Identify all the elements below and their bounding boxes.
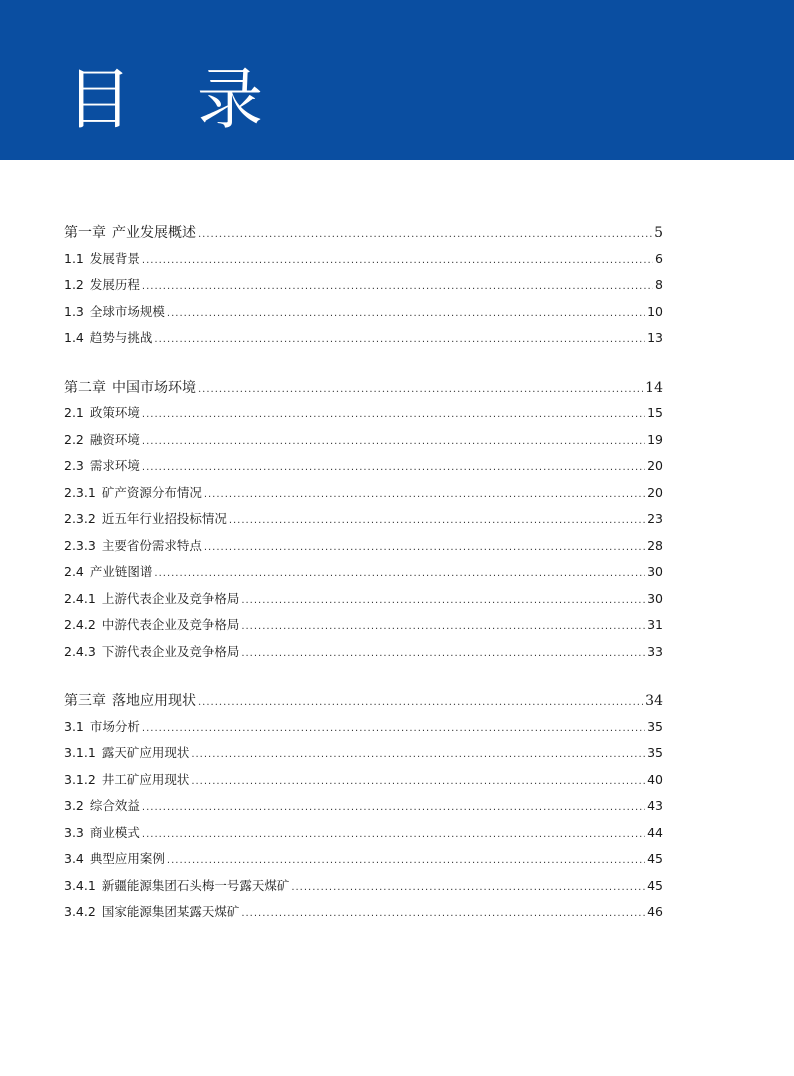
toc-entry-title: 全球市场规模 xyxy=(89,303,165,319)
toc-entry-title: 产业发展概述 xyxy=(112,225,196,241)
toc-entry-title: 市场分析 xyxy=(89,718,140,734)
toc-entry-number: 3.4 xyxy=(64,851,84,866)
toc-entry-label xyxy=(64,509,227,527)
toc-page-number: 5 xyxy=(654,225,663,241)
toc-section xyxy=(64,377,663,669)
dot-leader xyxy=(142,723,645,734)
toc-entry-label xyxy=(64,770,189,788)
toc-entry-number: 2.3.1 xyxy=(64,484,96,500)
toc-entry-title: 落地应用现状 xyxy=(112,693,196,709)
toc-entry[interactable] xyxy=(64,615,663,642)
toc-entry-title: 主要省份需求特点 xyxy=(101,537,202,553)
toc-entry[interactable] xyxy=(64,249,663,276)
toc-entry-title: 国家能源集团某露天煤矿 xyxy=(101,904,240,919)
dot-leader xyxy=(142,462,645,473)
toc-entry-number: 3.3 xyxy=(64,824,84,840)
toc-entry-label xyxy=(64,589,239,607)
toc-entry-label xyxy=(64,562,152,580)
toc-entry[interactable] xyxy=(64,430,663,457)
toc-entry-number: 3.2 xyxy=(64,798,84,813)
dot-leader xyxy=(154,568,645,579)
dot-leader xyxy=(142,436,645,447)
toc-entry[interactable] xyxy=(64,642,663,669)
toc-entry-label xyxy=(64,456,140,474)
toc-entry-label xyxy=(64,642,239,660)
dot-leader xyxy=(191,749,645,760)
toc-entry-label xyxy=(64,902,239,920)
toc-entry-title: 近五年行业招投标情况 xyxy=(101,511,227,526)
toc-entry-number: 3.1.2 xyxy=(64,771,96,787)
dot-leader xyxy=(204,489,645,500)
toc-entry-number: 2.4 xyxy=(64,564,84,579)
toc-entry-number: 1.4 xyxy=(64,330,84,345)
toc-entry[interactable] xyxy=(64,483,663,510)
toc-entry[interactable] xyxy=(64,509,663,536)
toc-entry-title: 需求环境 xyxy=(89,458,140,473)
toc-entry-label xyxy=(64,222,196,242)
toc-page-number: 30 xyxy=(647,590,663,606)
toc-entry[interactable] xyxy=(64,823,663,850)
dot-leader xyxy=(191,776,645,787)
toc-entry-label xyxy=(64,302,165,320)
toc-entry-title: 综合效益 xyxy=(89,798,140,813)
toc-entry-title: 政策环境 xyxy=(89,405,140,420)
toc-page-number: 10 xyxy=(647,303,663,319)
toc-entry-title: 中游代表企业及竞争格局 xyxy=(101,617,240,632)
toc-entry-number: 2.4.3 xyxy=(64,643,96,659)
toc-entry-number: 2.1 xyxy=(64,405,84,420)
toc-entry-label xyxy=(64,430,140,448)
toc-page-number: 23 xyxy=(647,511,663,526)
dot-leader xyxy=(142,829,645,840)
toc-entry-title: 新疆能源集团石头梅一号露天煤矿 xyxy=(101,877,290,893)
dot-leader xyxy=(241,908,645,919)
toc-page-number: 19 xyxy=(647,431,663,447)
toc-page-number: 6 xyxy=(655,250,663,266)
toc-page-number: 15 xyxy=(647,405,663,420)
toc-page-number: 28 xyxy=(647,537,663,553)
toc-entry-number: 2.3.3 xyxy=(64,537,96,553)
toc-entry[interactable] xyxy=(64,849,663,876)
dot-leader xyxy=(167,855,645,866)
toc-entry-number: 1.1 xyxy=(64,250,84,266)
toc-entry[interactable] xyxy=(64,302,663,329)
toc-entry-number: 2.2 xyxy=(64,431,84,447)
toc-page-number: 31 xyxy=(647,617,663,632)
dot-leader xyxy=(241,648,645,659)
toc-page-number: 43 xyxy=(647,798,663,813)
toc-entry-number: 1.3 xyxy=(64,303,84,319)
toc-entry-number: 第三章 xyxy=(64,693,106,709)
dot-leader xyxy=(241,621,645,632)
dot-leader xyxy=(142,802,645,813)
toc-entry-number: 3.4.2 xyxy=(64,904,96,919)
dot-leader xyxy=(198,229,652,240)
toc-entry-label xyxy=(64,743,189,761)
toc-chapter-entry[interactable] xyxy=(64,690,663,717)
dot-leader xyxy=(154,334,645,345)
toc-entry-number: 3.1 xyxy=(64,718,84,734)
toc-entry[interactable] xyxy=(64,796,663,823)
toc-entry-title: 中国市场环境 xyxy=(112,379,196,396)
toc-entry-title: 发展背景 xyxy=(89,250,140,266)
toc-entry-number: 第一章 xyxy=(64,225,106,241)
toc-entry-title: 商业模式 xyxy=(89,824,140,840)
toc-page-number: 8 xyxy=(655,277,663,292)
toc-entry[interactable] xyxy=(64,536,663,563)
toc-page-number: 44 xyxy=(647,824,663,840)
toc-entry[interactable] xyxy=(64,717,663,744)
dot-leader xyxy=(241,595,645,606)
dot-leader xyxy=(167,308,645,319)
toc-entry-number: 2.4.2 xyxy=(64,617,96,632)
dot-leader xyxy=(198,697,643,708)
toc-entry-number: 第二章 xyxy=(64,379,106,396)
toc-entry[interactable] xyxy=(64,456,663,483)
toc-entry[interactable] xyxy=(64,743,663,770)
toc-chapter-entry[interactable] xyxy=(64,377,663,404)
toc-entry-label xyxy=(64,536,202,554)
toc-entry[interactable] xyxy=(64,403,663,430)
toc-section xyxy=(64,690,663,929)
toc-section xyxy=(64,222,663,355)
toc-entry-label xyxy=(64,876,289,894)
toc-entry[interactable] xyxy=(64,589,663,616)
toc-entry-title: 矿产资源分布情况 xyxy=(101,484,202,500)
toc-entry-title: 发展历程 xyxy=(89,277,140,292)
toc-entry-title: 趋势与挑战 xyxy=(89,330,153,345)
toc-page-number: 35 xyxy=(647,718,663,734)
dot-leader xyxy=(229,515,645,526)
toc-entry-title: 井工矿应用现状 xyxy=(101,771,190,787)
toc-page-number: 40 xyxy=(647,771,663,787)
toc-entry-title: 露天矿应用现状 xyxy=(101,745,190,760)
dot-leader xyxy=(142,409,645,420)
toc-entry-label xyxy=(64,690,196,710)
toc-entry[interactable] xyxy=(64,275,663,302)
dot-leader xyxy=(198,384,643,395)
dot-leader xyxy=(291,882,645,893)
toc-entry-number: 3.1.1 xyxy=(64,745,96,760)
header-banner xyxy=(0,0,794,160)
dot-leader xyxy=(142,281,653,292)
dot-leader xyxy=(204,542,645,553)
toc-entry-label xyxy=(64,823,140,841)
toc-entry[interactable] xyxy=(64,770,663,797)
table-of-contents xyxy=(64,222,663,951)
toc-page-number: 30 xyxy=(647,564,663,579)
toc-entry-number: 2.4.1 xyxy=(64,590,96,606)
toc-entry-label xyxy=(64,615,239,633)
toc-entry-label xyxy=(64,275,140,293)
toc-entry-title: 上游代表企业及竞争格局 xyxy=(101,590,240,606)
toc-entry-label xyxy=(64,717,140,735)
toc-entry-title: 产业链图谱 xyxy=(89,564,153,579)
toc-entry-label xyxy=(64,483,202,501)
toc-chapter-entry[interactable] xyxy=(64,222,663,249)
toc-entry-label xyxy=(64,249,140,267)
dot-leader xyxy=(142,255,653,266)
toc-page-number: 20 xyxy=(647,458,663,473)
toc-entry-title: 典型应用案例 xyxy=(89,851,165,866)
toc-page-number: 13 xyxy=(647,330,663,345)
toc-entry[interactable] xyxy=(64,902,663,929)
toc-entry-label xyxy=(64,403,140,421)
toc-page-number: 14 xyxy=(645,379,663,396)
page-title: 目 录 xyxy=(66,61,285,138)
toc-entry[interactable] xyxy=(64,328,663,355)
toc-page-number: 45 xyxy=(647,877,663,893)
toc-entry-number: 1.2 xyxy=(64,277,84,292)
toc-page-number: 33 xyxy=(647,643,663,659)
toc-entry-label xyxy=(64,849,165,867)
toc-entry-label xyxy=(64,796,140,814)
toc-page-number: 34 xyxy=(645,693,663,709)
toc-entry[interactable] xyxy=(64,876,663,903)
toc-page-number: 20 xyxy=(647,484,663,500)
toc-entry-number: 2.3 xyxy=(64,458,84,473)
toc-entry-label xyxy=(64,328,152,346)
toc-page-number: 35 xyxy=(647,745,663,760)
toc-page-number: 46 xyxy=(647,904,663,919)
toc-entry-label xyxy=(64,377,196,397)
toc-entry-title: 融资环境 xyxy=(89,431,140,447)
toc-entry[interactable] xyxy=(64,562,663,589)
toc-entry-number: 2.3.2 xyxy=(64,511,96,526)
toc-entry-title: 下游代表企业及竞争格局 xyxy=(101,643,240,659)
toc-page-number: 45 xyxy=(647,851,663,866)
toc-entry-number: 3.4.1 xyxy=(64,877,96,893)
